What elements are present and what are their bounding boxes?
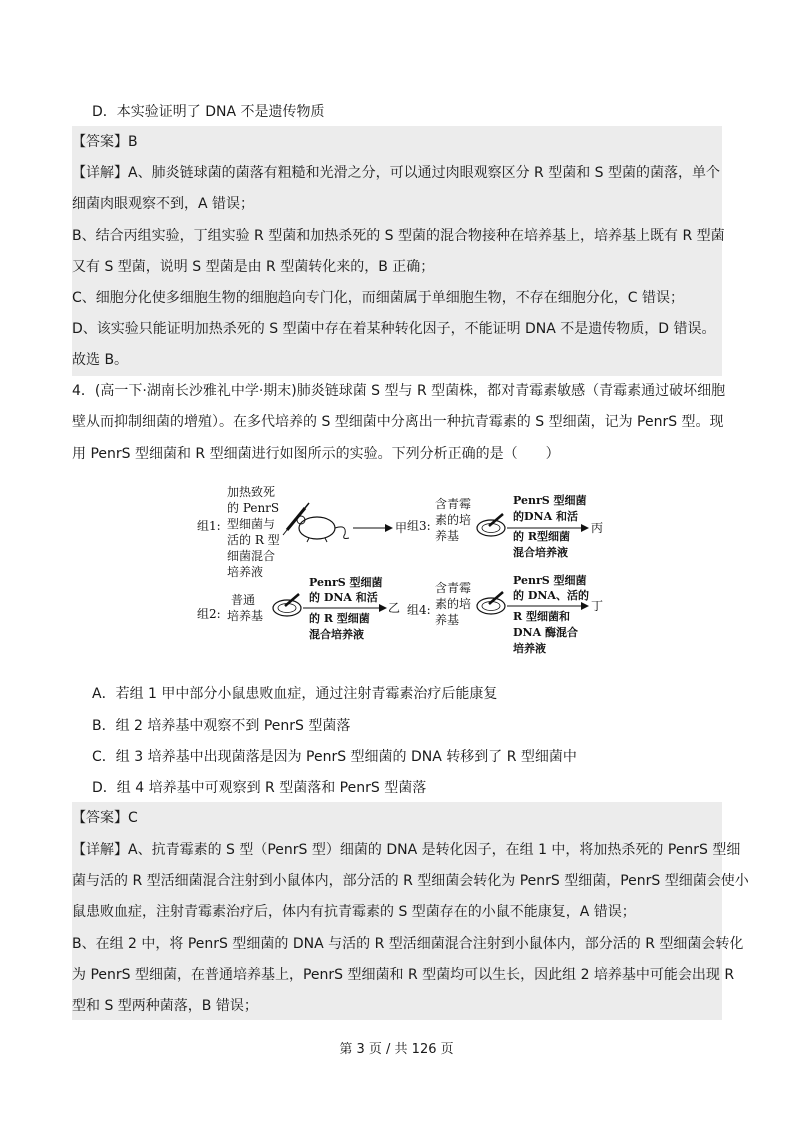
question-stem: 4．(高一下·湖南长沙雅礼中学·期末)肺炎链球菌 S 型与 R 型菌株，都对青霉素敏感（青霉素通过破坏细胞 <box>72 383 726 399</box>
group2-mid: PenrS 型细菌 <box>309 576 383 589</box>
explain-line: 菌与活的 R 型活细菌混合注射到小鼠体内，部分活的 R 型细菌会转化为 PenrS 型细菌，PenrS 型细菌会使小 <box>72 873 749 889</box>
group1-text: 加热致死 <box>227 485 276 499</box>
group2-arrow <box>303 604 387 612</box>
petri-dish-icon <box>477 592 505 614</box>
group3-label: 组3: <box>407 519 431 533</box>
group1-text: 培养液 <box>227 565 264 579</box>
explain-line: 又有 S 型菌，说明 S 型菌是由 R 型菌转化来的，B 正确； <box>72 259 435 275</box>
group2-result: 乙 <box>388 601 401 615</box>
question-stem: 用 PenrS 型细菌和 R 型细菌进行如图所示的实验。下列分析正确的是（ ） <box>72 446 560 462</box>
group1-text: 的 PenrS <box>227 501 280 515</box>
group4-result: 丁 <box>591 599 604 613</box>
group2-text: 培养基 <box>227 609 264 623</box>
group1-label: 组1: <box>197 519 221 533</box>
option-d-prev: D．本实验证明了 DNA 不是遗传物质 <box>92 104 325 120</box>
option-d: D．组 4 培养基中可观察到 R 型菌落和 PenrS 型菌落 <box>92 780 427 796</box>
group3-mid: 的DNA 和活 <box>513 510 578 523</box>
experiment-diagram <box>195 478 615 668</box>
explain-line: 鼠患败血症，注射青霉素治疗后，体内有抗青霉素的 S 型菌存在的小鼠不能康复，A 错误； <box>72 904 636 920</box>
explain-line: C、细胞分化使多细胞生物的细胞趋向专门化，而细菌属于单细胞生物，不存在细胞分化，C 错误； <box>72 290 684 306</box>
question-stem: 壁从而抑制细菌的增殖）。在多代培养的 S 型细菌中分离出一种抗青霉素的 S 型细菌，记为 PenrS 型。现 <box>72 414 724 430</box>
option-c: C．组 3 培养基中出现菌落是因为 PenrS 型细菌的 DNA 转移到了 R 型细菌中 <box>92 749 577 765</box>
group3-mid: PenrS 型细菌 <box>513 494 587 507</box>
explain-line: B、结合丙组实验，丁组实验 R 型菌和加热杀死的 S 型菌的混合物接种在培养基上，培养基上既有 R 型菌 <box>72 228 725 244</box>
group2-mid: 的 R 型细菌 <box>309 612 370 625</box>
page-footer: 第 3 页 / 共 126 页 <box>339 1042 454 1057</box>
answer-label-prev: 【答案】B <box>72 134 138 150</box>
petri-dish-icon <box>477 514 505 536</box>
group4-text: 含青霉 <box>435 581 472 595</box>
explain-line: D、该实验只能证明加热杀死的 S 型菌中存在着某种转化因子，不能证明 DNA 不是遗传物质，D 错误。 <box>72 321 716 337</box>
group1-text: 细菌混合 <box>227 549 276 563</box>
group4-mid: R 型细菌和 <box>513 610 570 623</box>
explain-line: 【详解】A、肺炎链球菌的菌落有粗糙和光滑之分，可以通过肉眼观察区分 R 型菌和 S 型菌的菌落，单个 <box>72 165 720 181</box>
group4-arrow <box>507 602 589 610</box>
group3-mid: 的 R型细菌 <box>513 530 570 543</box>
explain-line: 细菌肉眼观察不到，A 错误； <box>72 196 255 212</box>
group4-text: 养基 <box>435 613 460 627</box>
explain-line: B、在组 2 中，将 PenrS 型细菌的 DNA 与活的 R 型活细菌混合注射到小鼠体内，部分活的 R 型细菌会转化 <box>72 936 744 952</box>
group1-result: 甲 <box>395 521 408 535</box>
group4-mid: 培养液 <box>513 642 546 655</box>
group4-label: 组4: <box>407 603 431 617</box>
explain-line: 故选 B。 <box>72 352 129 368</box>
explain-line: 型和 S 型两种菌落，B 错误； <box>72 998 258 1014</box>
group4-text: 素的培 <box>435 597 472 611</box>
group1-arrow <box>353 524 393 532</box>
group2-text: 普通 <box>231 593 256 607</box>
group4-mid: 的 DNA、活的 <box>513 589 589 602</box>
group3-mid: 混合培养液 <box>513 546 568 559</box>
group3-text: 养基 <box>435 529 460 543</box>
group3-text: 素的培 <box>435 513 472 527</box>
group4-mid: DNA 酶混合 <box>513 626 578 639</box>
group4-mid: PenrS 型细菌 <box>513 574 587 587</box>
group1-text: 型细菌与 <box>227 517 276 531</box>
option-b: B．组 2 培养基中观察不到 PenrS 型菌落 <box>92 718 351 734</box>
option-a: A．若组 1 甲中部分小鼠患败血症，通过注射青霉素治疗后能康复 <box>92 686 498 702</box>
answer-label: 【答案】C <box>72 810 138 826</box>
mouse-icon <box>297 516 349 542</box>
group1-text: 活的 R 型 <box>227 533 280 547</box>
group3-result: 丙 <box>591 521 604 535</box>
explain-line: 【详解】A、抗青霉素的 S 型（PenrS 型）细菌的 DNA 是转化因子，在组 1 中，将加热杀死的 PenrS 型细 <box>72 842 741 858</box>
group2-mid: 混合培养液 <box>309 628 364 641</box>
group2-mid: 的 DNA 和活 <box>309 591 378 604</box>
explain-line: 为 PenrS 型细菌，在普通培养基上，PenrS 型细菌和 R 型菌均可以生长，因此组 2 培养基中可能会出现 R <box>72 967 735 983</box>
group2-label: 组2: <box>197 607 221 621</box>
petri-dish-icon <box>273 594 301 616</box>
group3-text: 含青霉 <box>435 497 472 511</box>
